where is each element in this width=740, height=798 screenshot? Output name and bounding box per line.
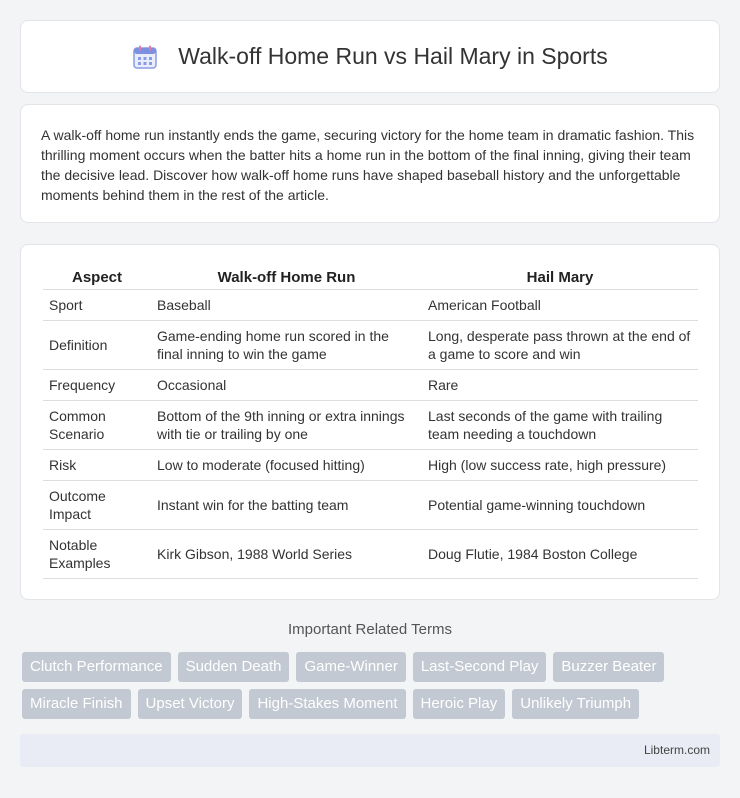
footer — [20, 734, 720, 767]
cell-walkoff: Game-ending home run scored in the final inning to win the game — [151, 321, 422, 370]
cell-hailmary: Potential game-winning touchdown — [422, 481, 698, 530]
cell-hailmary: Rare — [422, 370, 698, 401]
table-row — [43, 530, 698, 579]
comparison-card — [20, 244, 720, 600]
cell-aspect: Frequency — [43, 370, 151, 401]
table-row — [43, 401, 698, 450]
tag-heroic-play[interactable]: Heroic Play — [413, 689, 506, 719]
table-row — [43, 290, 698, 321]
cell-aspect: Notable Examples — [43, 530, 151, 579]
tag-buzzer-beater[interactable]: Buzzer Beater — [553, 652, 664, 682]
table-row — [43, 481, 698, 530]
cell-aspect: Definition — [43, 321, 151, 370]
cell-walkoff: Bottom of the 9th inning or extra innings with tie or trailing by one — [151, 401, 422, 450]
tag-upset-victory[interactable]: Upset Victory — [138, 689, 243, 719]
intro-card — [20, 104, 720, 223]
cell-walkoff: Kirk Gibson, 1988 World Series — [151, 530, 422, 579]
tag-sudden-death[interactable]: Sudden Death — [178, 652, 290, 682]
cell-hailmary: Last seconds of the game with trailing team needing a touchdown — [422, 401, 698, 450]
cell-hailmary: Doug Flutie, 1984 Boston College — [422, 530, 698, 579]
cell-aspect: Risk — [43, 450, 151, 481]
header-card — [20, 20, 720, 93]
comparison-table — [43, 267, 698, 579]
table-row — [43, 450, 698, 481]
cell-hailmary: American Football — [422, 290, 698, 321]
header-hailmary: Hail Mary — [422, 267, 698, 290]
related-terms-list — [22, 652, 722, 719]
intro-text: A walk-off home run instantly ends the game, securing victory for the home team in dramatic fashion. This thrilling moment occurs when the batter hits a home run in the bottom of the final inning, giving their team the decisive lead. Discover how walk-off home runs have shaped baseball history and the unforgettable moments behind them in the rest of the article. — [41, 127, 695, 203]
related-terms-title: Important Related Terms — [288, 621, 452, 638]
header-aspect: Aspect — [43, 267, 151, 290]
cell-walkoff: Low to moderate (focused hitting) — [151, 450, 422, 481]
footer-brand-link[interactable]: Libterm.com — [643, 743, 710, 757]
page-title: Walk-off Home Run vs Hail Mary in Sports — [178, 43, 608, 69]
table-row — [43, 370, 698, 401]
header-walkoff: Walk-off Home Run — [151, 267, 422, 290]
cell-aspect: Outcome Impact — [43, 481, 151, 530]
tag-game-winner[interactable]: Game-Winner — [296, 652, 405, 682]
calendar-icon — [132, 44, 158, 70]
tag-high-stakes-moment[interactable]: High-Stakes Moment — [249, 689, 405, 719]
tag-miracle-finish[interactable]: Miracle Finish — [22, 689, 131, 719]
cell-hailmary: High (low success rate, high pressure) — [422, 450, 698, 481]
cell-aspect: Sport — [43, 290, 151, 321]
cell-walkoff: Instant win for the batting team — [151, 481, 422, 530]
cell-walkoff: Occasional — [151, 370, 422, 401]
cell-walkoff: Baseball — [151, 290, 422, 321]
table-header-row — [43, 267, 698, 290]
tag-clutch-performance[interactable]: Clutch Performance — [22, 652, 171, 682]
table-row — [43, 321, 698, 370]
cell-aspect: Common Scenario — [43, 401, 151, 450]
tag-last-second-play[interactable]: Last-Second Play — [413, 652, 547, 682]
tag-unlikely-triumph[interactable]: Unlikely Triumph — [512, 689, 639, 719]
cell-hailmary: Long, desperate pass thrown at the end of a game to score and win — [422, 321, 698, 370]
